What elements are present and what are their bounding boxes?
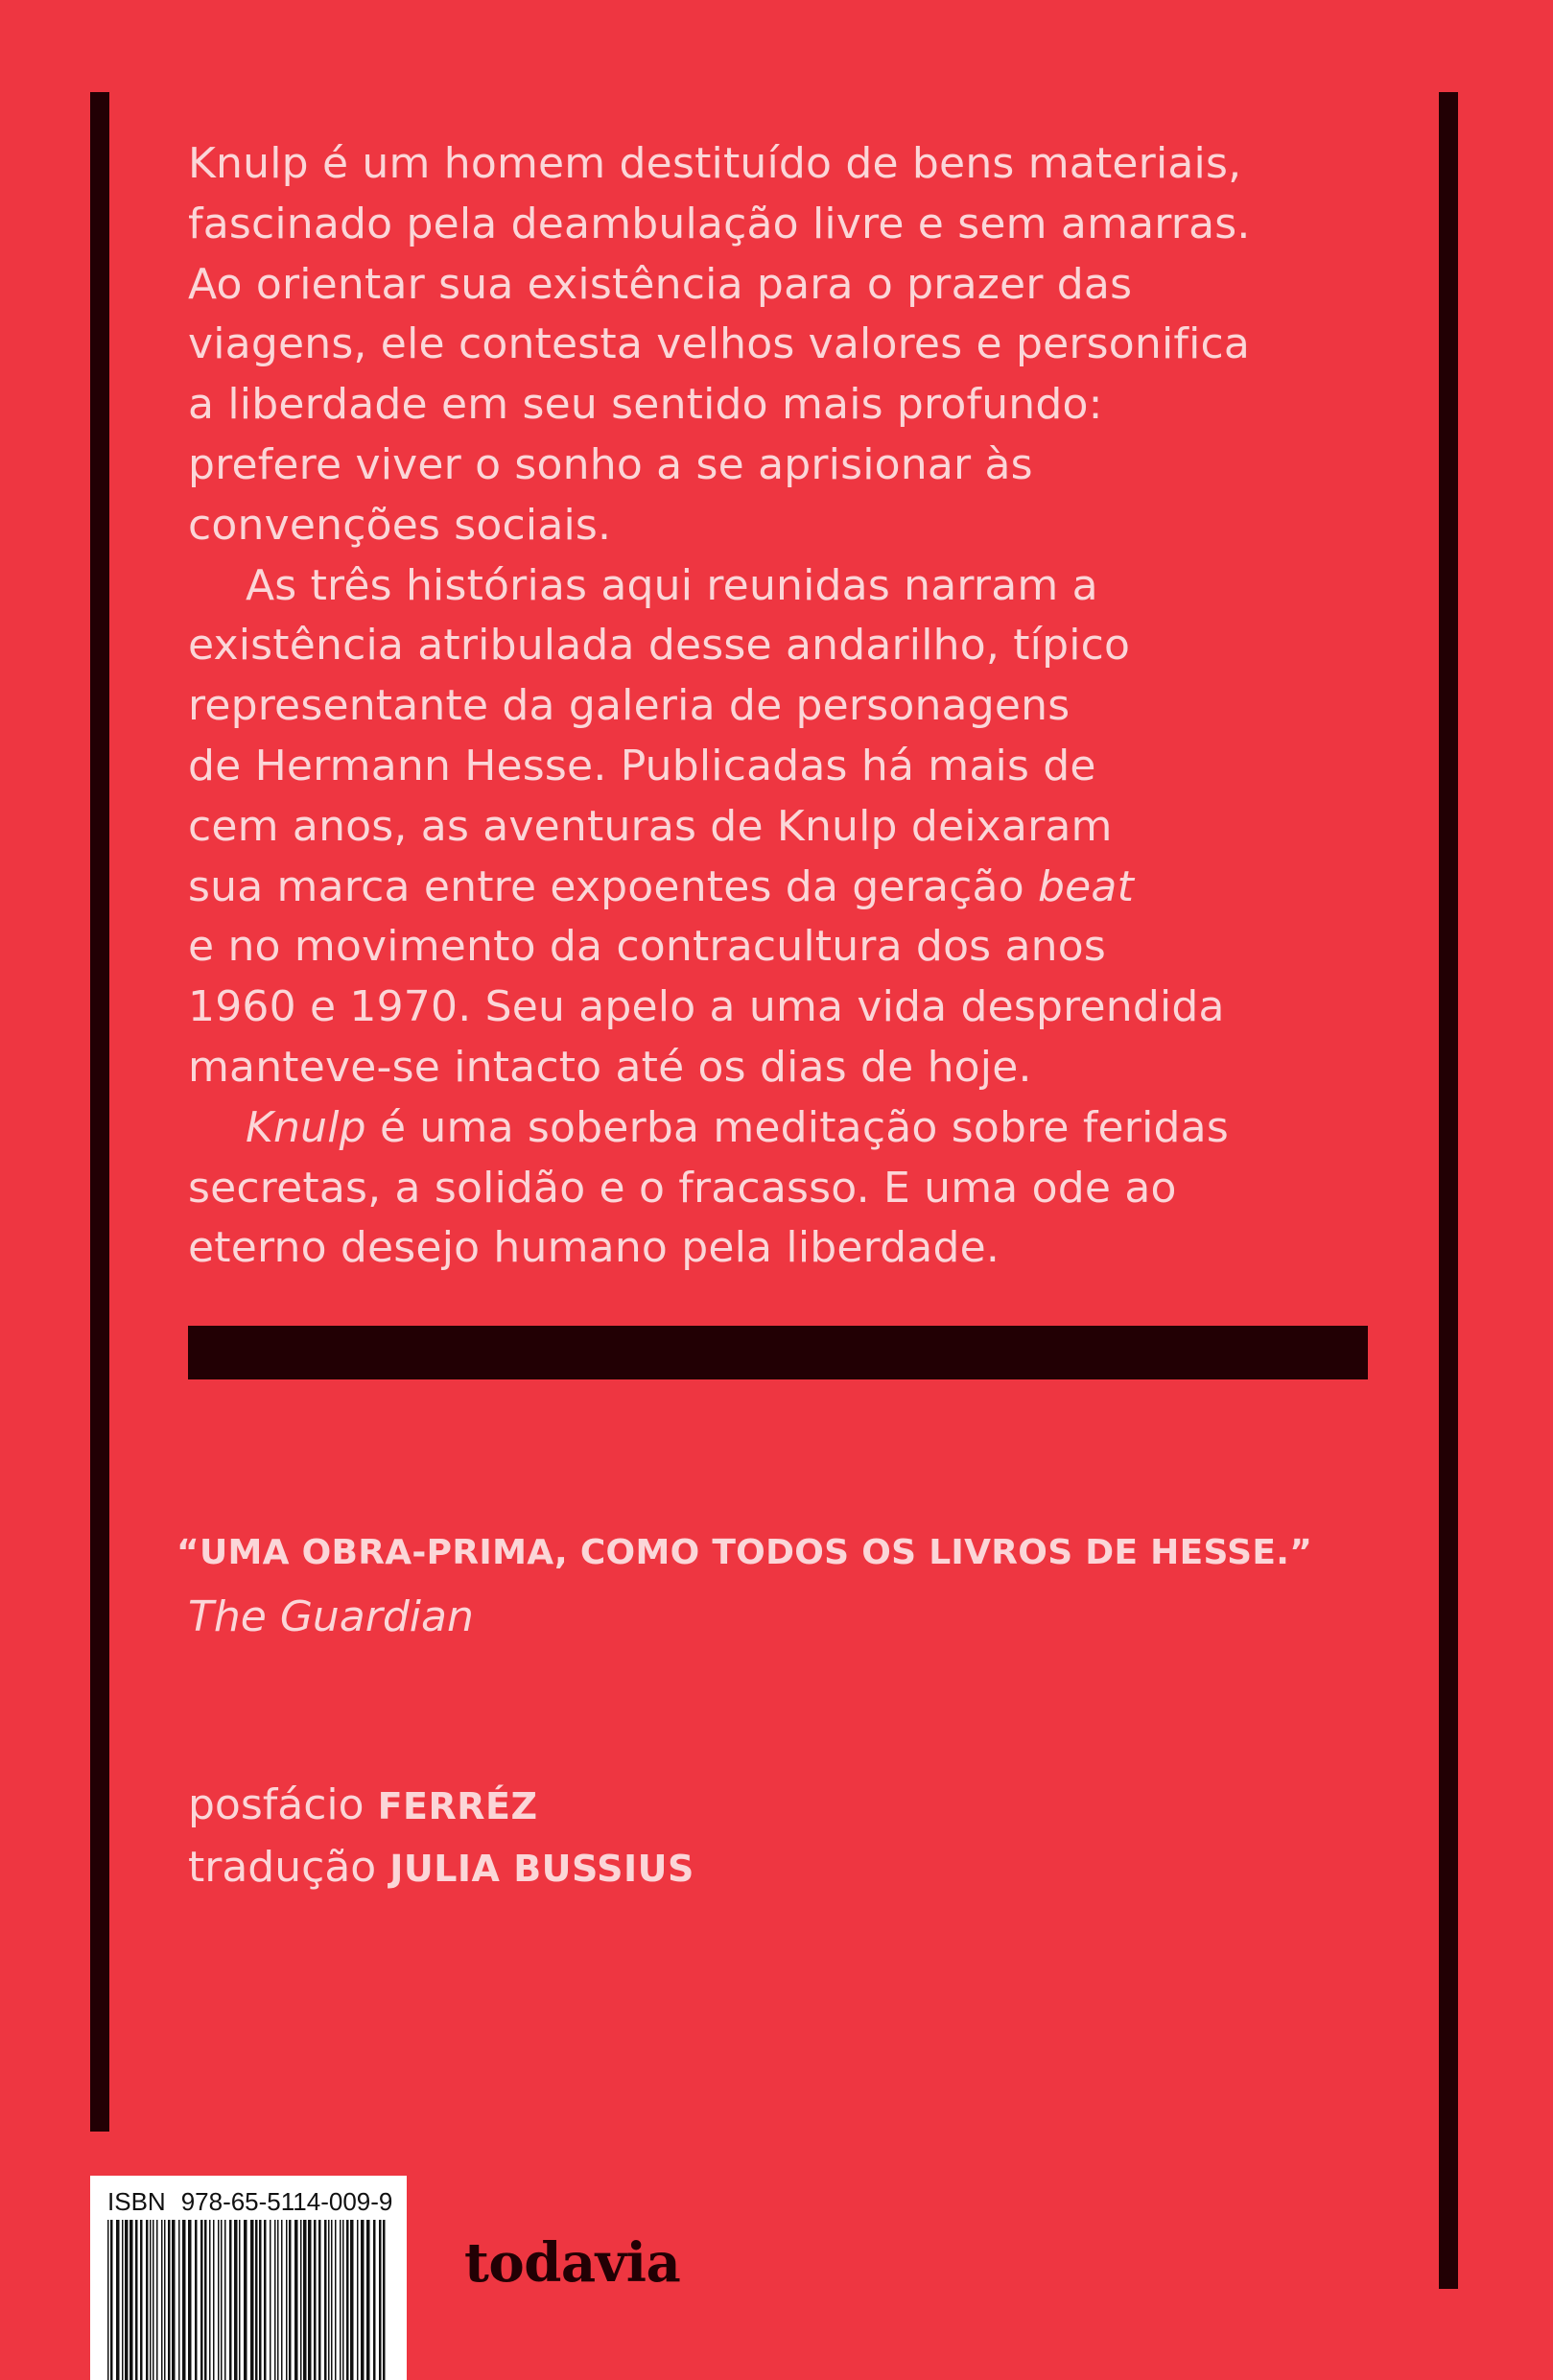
- barcode-bar: [218, 2220, 220, 2380]
- blurb-line: de Hermann Hesse. Publicadas há mais de: [188, 741, 1096, 790]
- credits: [188, 1775, 694, 1899]
- barcode-bar: [129, 2220, 133, 2380]
- blurb-line: cem anos, as aventuras de Knulp deixaram: [188, 801, 1113, 851]
- translation-label: tradução: [188, 1843, 377, 1892]
- barcode-bar: [294, 2220, 298, 2380]
- afterword-name: FERRÉZ: [377, 1785, 538, 1827]
- barcode-bar: [221, 2220, 223, 2380]
- barcode-bar: [122, 2220, 124, 2380]
- barcode-bar: [383, 2220, 386, 2380]
- blurb-emphasis: Knulp: [246, 1102, 366, 1152]
- barcode-bar: [350, 2220, 354, 2380]
- blurb-text: sua marca entre expoentes da geração: [188, 861, 1039, 911]
- barcode-bar: [161, 2220, 163, 2380]
- barcode-bar: [303, 2220, 307, 2380]
- barcode-bar: [156, 2220, 158, 2380]
- barcode-bar: [281, 2220, 283, 2380]
- isbn-number: 978-65-5114-009-9: [180, 2187, 393, 2216]
- barcode-bar: [300, 2220, 302, 2380]
- barcode-bar: [116, 2220, 120, 2380]
- barcode-bar: [178, 2220, 180, 2380]
- barcode-bar: [314, 2220, 317, 2380]
- blurb-line: convenções sociais.: [188, 500, 612, 550]
- barcode-bar: [200, 2220, 203, 2380]
- blurb-line: eterno desejo humano pela liberdade.: [188, 1223, 1000, 1273]
- barcode-bar: [277, 2220, 279, 2380]
- barcode-bar: [331, 2220, 333, 2380]
- blurb-line: Ao orientar sua existência para o prazer das: [188, 259, 1133, 309]
- blurb-line: Knulp é um homem destituído de bens materiais,: [188, 139, 1242, 188]
- barcode-bar: [195, 2220, 198, 2380]
- press-quote: “UMA OBRA-PRIMA, COMO TODOS OS LIVROS DE HESSE.”: [176, 1533, 1313, 1572]
- quote-source: The Guardian: [188, 1592, 474, 1641]
- barcode-bar: [168, 2220, 171, 2380]
- barcode-bar: [146, 2220, 149, 2380]
- barcode-bar: [346, 2220, 349, 2380]
- barcode-bar: [270, 2220, 271, 2380]
- blurb-line: existência atribulada desse andarilho, típico: [188, 621, 1131, 671]
- barcode-bar: [209, 2220, 211, 2380]
- barcode-bar: [140, 2220, 143, 2380]
- barcode-bar: [255, 2220, 258, 2380]
- horizontal-divider-bar: [188, 1326, 1368, 1379]
- barcode-bar: [361, 2220, 365, 2380]
- barcode-bar: [259, 2220, 262, 2380]
- blurb-line: viagens, ele contesta velhos valores e personifica: [188, 319, 1251, 369]
- blurb-line: prefere viver o sonho a se aprisionar às: [188, 439, 1033, 489]
- barcode-bar: [373, 2220, 376, 2380]
- blurb-line: e no movimento da contracultura dos anos: [188, 922, 1106, 972]
- blurb-line: 1960 e 1970. Seu apelo a uma vida desprendida: [188, 982, 1225, 1032]
- barcode-bar: [153, 2220, 154, 2380]
- barcode-bar: [335, 2220, 337, 2380]
- barcode-bar: [125, 2220, 129, 2380]
- blurb-line: [188, 1098, 1387, 1159]
- back-cover-blurb: [188, 134, 1387, 1279]
- barcode-bar: [289, 2220, 292, 2380]
- barcode-bar: [244, 2220, 247, 2380]
- blurb-line: As três histórias aqui reunidas narram a: [246, 560, 1098, 610]
- barcode-bar: [107, 2220, 109, 2380]
- isbn-label: ISBN: [107, 2187, 166, 2216]
- publisher-logo: todavia: [464, 2231, 681, 2295]
- barcode-bar: [324, 2220, 327, 2380]
- barcode-bar: [135, 2220, 138, 2380]
- blurb-line: fascinado pela deambulação livre e sem amarras.: [188, 199, 1251, 248]
- blurb-line: manteve-se intacto até os dias de hoje.: [188, 1042, 1032, 1092]
- barcode-bar: [357, 2220, 359, 2380]
- barcode-bar: [250, 2220, 254, 2380]
- blurb-paragraph-2: [188, 556, 1387, 1098]
- barcode-bar: [239, 2220, 241, 2380]
- right-vertical-rule: [1439, 92, 1458, 2289]
- barcode-bar: [188, 2220, 192, 2380]
- barcode-bar: [328, 2220, 330, 2380]
- translator-name: JULIA BUSSIUS: [389, 1848, 694, 1890]
- afterword-credit: [188, 1775, 694, 1837]
- barcode-bar: [379, 2220, 382, 2380]
- barcode-bar: [150, 2220, 152, 2380]
- barcode-bar: [340, 2220, 341, 2380]
- isbn-barcode-box: [90, 2176, 407, 2380]
- barcode-bar: [342, 2220, 344, 2380]
- barcode-bar: [204, 2220, 207, 2380]
- left-vertical-rule: [90, 92, 109, 2132]
- blurb-line: [188, 858, 1387, 918]
- afterword-label: posfácio: [188, 1780, 365, 1829]
- barcode-bar: [308, 2220, 312, 2380]
- barcode-bar: [274, 2220, 276, 2380]
- blurb-line: secretas, a solidão e o fracasso. E uma ode ao: [188, 1163, 1177, 1213]
- barcode-bar: [213, 2220, 215, 2380]
- barcode-bar: [229, 2220, 232, 2380]
- barcode-icon: [106, 2220, 389, 2380]
- barcode-bar: [110, 2220, 113, 2380]
- barcode-bar: [366, 2220, 370, 2380]
- blurb-line: a liberdade em seu sentido mais profundo:: [188, 380, 1103, 430]
- blurb-text: é uma soberba meditação sobre feridas: [365, 1102, 1229, 1152]
- translation-credit: [188, 1837, 694, 1899]
- barcode-bar: [182, 2220, 186, 2380]
- barcode-bar: [164, 2220, 166, 2380]
- barcode-bar: [286, 2220, 288, 2380]
- blurb-emphasis: beat: [1038, 861, 1135, 911]
- blurb-line: representante da galeria de personagens: [188, 681, 1071, 731]
- isbn-text: [107, 2187, 392, 2217]
- barcode-bar: [264, 2220, 267, 2380]
- barcode-bar: [318, 2220, 321, 2380]
- barcode-bar: [172, 2220, 176, 2380]
- blurb-paragraph-1: [188, 134, 1387, 556]
- blurb-paragraph-3: [188, 1098, 1387, 1279]
- barcode-bar: [224, 2220, 226, 2380]
- barcode-bar: [234, 2220, 238, 2380]
